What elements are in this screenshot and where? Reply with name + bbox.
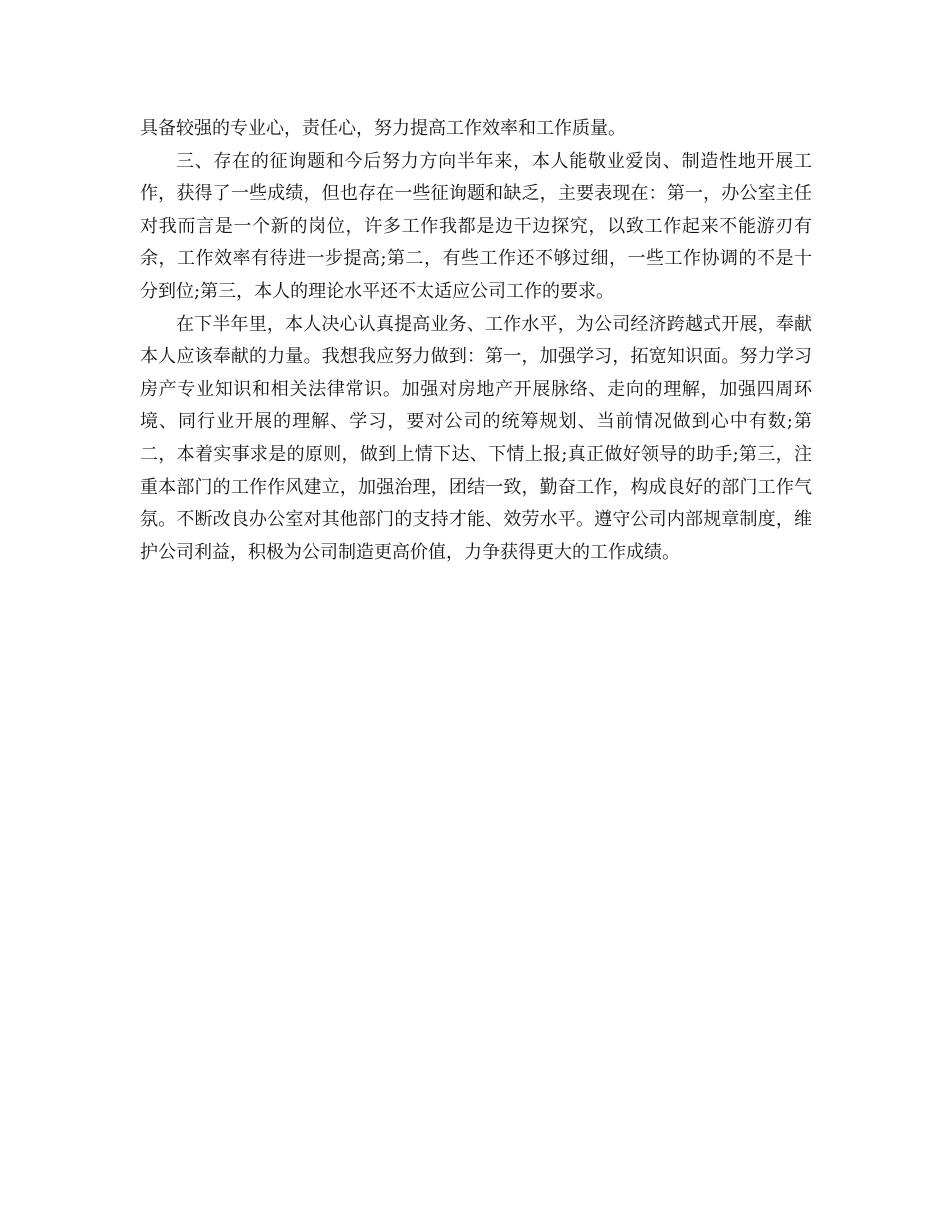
document-body [140,113,812,569]
paragraph-continuation: 具备较强的专业心，责任心，努力提高工作效率和工作质量。 [140,118,626,139]
paragraph-issues-and-direction: 三、存在的征询题和今后努力方向半年来，本人能敬业爱岗、制造性地开展工作，获得了一些成绩，但也存在一些征询题和缺乏，主要表现在：第一，办公室主任对我而言是一个新的岗位，许多工作我都是边干边探究，以致工作起来不能游刃有余，工作效率有待进一步提高;第二，有些工作还不够过细，一些工作协调的不是十分到位;第三，本人的理论水平还不太适应公司工作的要求。 [140,150,812,302]
paragraph-second-half-plan: 在下半年里，本人决心认真提高业务、工作水平，为公司经济跨越式开展，奉献本人应该奉献的力量。我想我应努力做到：第一，加强学习，拓宽知识面。努力学习房产专业知识和相关法律常识。加强对房地产开展脉络、走向的理解，加强四周环境、同行业开展的理解、学习，要对公司的统筹规划、当前情况做到心中有数;第二，本着实事求是的原则，做到上情下达、下情上报;真正做好领导的助手;第三，注重本部门的工作作风建立，加强治理，团结一致，勤奋工作，构成良好的部门工作气氛。不断改良办公室对其他部门的支持才能、效劳水平。遵守公司内部规章制度，维护公司利益，积极为公司制造更高价值，力争获得更大的工作成绩。 [140,313,812,563]
